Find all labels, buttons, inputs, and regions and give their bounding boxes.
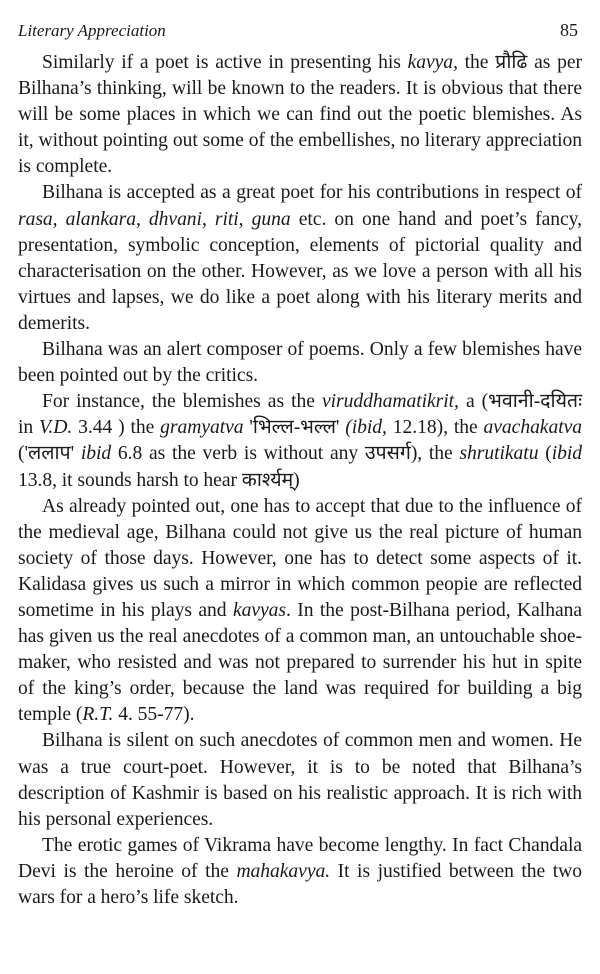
text-run: , the प्रौढि as per Bilhana’s thinking, will be known to the readers. It is obvious that there will be some places in which we can find out the poetic blemishes. As it, without pointing out some of the embellishes, no literary appreciation is complete. bbox=[18, 52, 582, 178]
paragraph bbox=[18, 389, 582, 493]
text-run: Bilhana is accepted as a great poet for his contributions in respect of bbox=[42, 182, 582, 204]
paragraph bbox=[18, 728, 582, 832]
running-title: Literary Appreciation bbox=[18, 21, 166, 40]
text-run: Bilhana was an alert composer of poems. Only a few blemishes have been pointed out by the critics. bbox=[18, 339, 582, 387]
text-run: . In the post-Bilhana period, Kalhana has given us the real anecdotes of a common man, an untouchable shoe-maker, who resisted and was not prepared to surrender his hut in spite of the king’s order, because the land was required for building a big temple ( bbox=[18, 599, 582, 726]
italic-term: rasa, alankara, dhvani, riti, guna bbox=[18, 208, 291, 230]
italic-term: ibid bbox=[80, 443, 112, 465]
text-run: 'भिल्ल-भल्ल' bbox=[243, 417, 346, 439]
italic-term: viruddhamatikrit, bbox=[322, 391, 459, 413]
paragraph bbox=[18, 50, 582, 180]
italic-term: ibid bbox=[551, 443, 582, 465]
text-run: 4. 55-77). bbox=[113, 704, 195, 726]
paragraph bbox=[18, 833, 582, 911]
text-run: It is justified between the two wars for a hero’s life sketch. bbox=[18, 860, 582, 908]
italic-term: (ibid, bbox=[345, 417, 387, 439]
text-run: 6.8 as the verb is without any उपसर्ग), the bbox=[111, 443, 460, 465]
text-run: ('ललाप' bbox=[18, 443, 81, 465]
italic-term: shrutikatu bbox=[459, 443, 539, 465]
text-run: 12.18), the bbox=[386, 417, 484, 439]
body-text bbox=[18, 50, 582, 911]
italic-term: kavyas bbox=[232, 599, 286, 621]
text-run: The erotic games of Vikrama have become lengthy. In fact Chandala Devi is the heroine of the bbox=[18, 834, 582, 882]
paragraph bbox=[18, 180, 582, 337]
text-run: 13.8, it sounds harsh to hear कार्श्यम्) bbox=[18, 469, 300, 491]
italic-term: R.T. bbox=[82, 704, 114, 726]
italic-term: mahakavya. bbox=[236, 860, 331, 882]
text-run: Bilhana is silent on such anecdotes of common men and women. He was a true court-poet. However, it is to be noted that Bilhana’s description of Kashmir is based on his realistic approach. It is rich with his personal experiences. bbox=[18, 730, 582, 830]
paragraph bbox=[18, 337, 582, 389]
italic-term: gramyatva bbox=[160, 417, 244, 439]
paragraph bbox=[18, 494, 582, 729]
text-run: 3.44 ) the bbox=[72, 417, 161, 439]
text-run: As already pointed out, one has to accept that due to the influence of the medieval age, Bilhana could not give us the real picture of human society of those days. However, one has to detect some aspects of it. Kalidasa gives us such a mirror in which common peopie are reflected sometime in his plays and bbox=[18, 495, 582, 621]
text-run: For instance, the blemishes as the bbox=[42, 391, 322, 413]
text-run: Similarly if a poet is active in presenting his bbox=[42, 52, 408, 73]
text-run: ( bbox=[538, 443, 552, 465]
italic-term: V.D. bbox=[39, 417, 73, 439]
italic-term: avachakatva bbox=[483, 417, 582, 439]
text-run: etc. on one hand and poet’s fancy, presentation, symbolic conception, elements of pictorial quality and characterisation on the other. However, as we love a person with all his virtues and lapses, we do like a poet along with his literary merits and demerits. bbox=[18, 208, 582, 334]
italic-term: kavya bbox=[407, 52, 454, 73]
page-number: 85 bbox=[560, 20, 578, 40]
text-run: a (भवानी-दयितः in bbox=[18, 391, 582, 439]
running-header bbox=[18, 20, 582, 42]
